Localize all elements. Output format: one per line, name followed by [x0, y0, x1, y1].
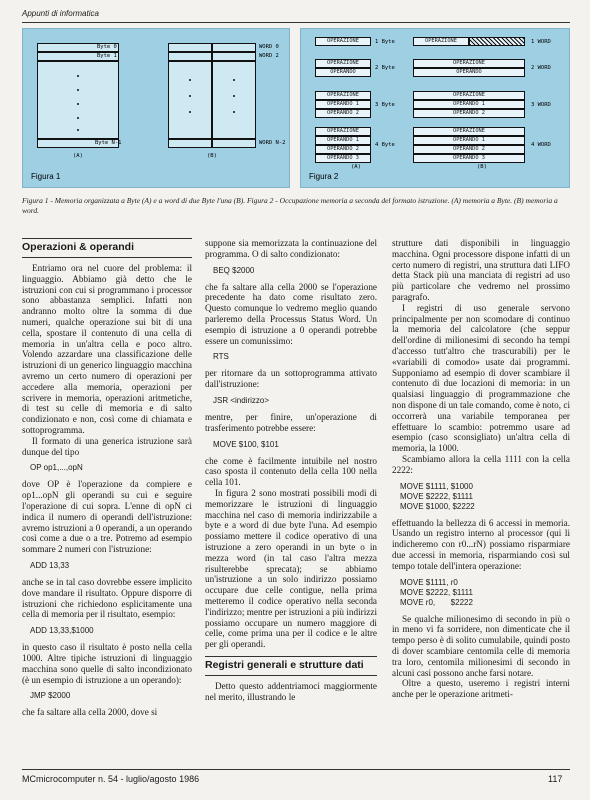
instruction-byte-box: OPERANDO	[315, 68, 371, 77]
ellipsis-dot	[189, 111, 191, 113]
instruction-byte-box: OPERANDO 1	[315, 136, 371, 145]
word-count-label: 3 WORD	[531, 101, 551, 108]
paragraph: I registri di uso generale servono principalmente per non scomodare di continuo la memoria del calcolatore (che seppur dell'ordine di milionesimi di secondo ha tempi d'accesso tutt'altro che trascurabili) per le «variabili di comodo» usate dai programmi. Supponiamo ad esempio di dover scambiare il contenuto di due locazioni di memoria: in un qualsiasi linguaggio di programmazione che non dispone di un tale comando, come è noto, ci occorrerà una variabile temporanea per effettuare lo scambio: potremmo usare ad esempio (caso sconsigliato) un'altra cella di memoria, la 1000.	[392, 302, 570, 454]
code-line: ADD 13,33,$1000	[30, 626, 94, 636]
instruction-byte-box: OPERANDO 3	[315, 154, 371, 163]
column-1	[22, 238, 192, 718]
paragraph: anche se in tal caso dovrebbe essere implicito dove mandare il risultato. Oppure disporre di istruzioni che richiedono esplicitamente una cella di memoria per il risultato, esempio:	[22, 576, 192, 620]
ellipsis-dot	[189, 79, 191, 81]
paragraph: Entriamo ora nel cuore del problema: il linguaggio. Abbiamo già detto che le istruzioni con cui si programmano i processor sono abbastanza semplici. Infatti non andranno molto oltre la somma di due numeri, qualche operazione sui bit di una cella, spostare il contenuto di una cella di memoria in un'altra cella e poco altro. Volendo azzardare una classificazione delle istruzioni di un generico linguaggio macchina avremo un certo numero di operazioni per accedere alla memoria, operazioni per scrivere in memoria, operazioni aritmetiche, di test su celle di memoria e di salto condizionato e non, così come di chiamata e sottoprogramma.	[22, 263, 192, 435]
paragraph: che come è facilmente intuibile nel nostro caso sposta il contenuto della cella 100 nella cella 101.	[205, 455, 377, 488]
panel-b-label: (B)	[477, 164, 487, 170]
paragraph: In figura 2 sono mostrati possibili modi di memorizzare le istruzioni di linguaggio macchina nel caso di memoria indirizzabile a byte e a word di due byte l'una. Ad esempio possiamo mettere il codice operativo di una istruzione a zero operandi in un byte o in mezza word (in tal caso l'altra mezza risulterebbe sprecata); se abbiamo un'istruzione a un solo indirizzo possiamo occupare due celle contigue, nella prima metteremo il codice operativo nella seconda l'indirizzo; mentre per istruzioni a più indirizzi possiamo occupare un numero maggiore di celle, come prima una per il codice e le altre per gli operandi.	[205, 487, 377, 650]
paragraph: in questo caso il risultato è posto nella cella 1000. Altre tipiche istruzioni di linguaggio macchina sono quelle di salto incondizionato (è un esempio di istruzione a un operando):	[22, 642, 192, 685]
figure-1-label: Figura 1	[31, 172, 61, 181]
paragraph: strutture dati disponibili in linguaggio macchina. Ogni processore dispone infatti di un certo numero di registri, una struttura dati LIFO detta Stack più una manciata di registri ad uso più particolare che vedremo nel prossimo paragrafo.	[392, 238, 570, 302]
instruction-byte-box: OPERAZIONE	[315, 37, 371, 46]
instruction-word-box: OPERANDO 1	[413, 136, 525, 145]
panel-b-label: (B)	[207, 153, 217, 159]
code-line: JMP $2000	[30, 691, 71, 701]
word-count-label: 1 WORD	[531, 38, 551, 45]
word-label: WORD 2	[259, 53, 279, 59]
ellipsis-dot	[77, 117, 79, 119]
paragraph: per ritornare da un sottoprogramma attivato dall'istruzione:	[205, 368, 377, 390]
ellipsis-dot	[77, 129, 79, 131]
code-line: MOVE $100, $101	[213, 439, 279, 449]
paragraph: che fa saltare alla cella 2000 se l'operazione precedente ha dato come risultato zero. Questo comunque lo vedremo meglio quando parleremo della Processus Status Word. Un esempio di istruzione a 0 operandi potrebbe essere un comunissimo:	[205, 281, 377, 346]
figure-2	[300, 28, 570, 188]
footer-magazine: MCmicrocomputer n. 54 - luglio/agosto 1986	[22, 774, 200, 784]
paragraph: Oltre a questo, useremo i registri interni anche per le operazione aritmeti-	[392, 678, 570, 700]
paragraph: dove OP è l'operazione da compiere e op1...opN gli operandi su cui e seguire l'operazione di cui sopra. L'enne di opN ci indica il numero di operandi dell'istruzione: avremo istruzioni a 0 operandi, a un operando così come a due o a tre. Potremo ad esempio sommare 2 numeri con l'istruzione:	[22, 479, 192, 555]
code-line: OP op1,...,opN	[30, 463, 83, 473]
word-cell	[212, 43, 256, 52]
instruction-word-box: OPERAZIONE	[413, 91, 525, 100]
ellipsis-dot	[233, 79, 235, 81]
byte-count-label: 2 Byte	[375, 65, 395, 71]
byte-label: Byte 0	[97, 44, 117, 50]
ellipsis-dot	[77, 103, 79, 105]
code-line: ADD 13,33	[30, 560, 70, 570]
word-cell	[168, 52, 212, 61]
header-rule	[22, 22, 570, 23]
code-line: RTS	[213, 352, 229, 362]
running-header: Appunti di informatica	[22, 9, 99, 18]
ellipsis-dot	[189, 95, 191, 97]
paragraph: suppone sia memorizzata la continuazione del programma. O di salto condizionato:	[205, 238, 377, 259]
paragraph: Se qualche milionesimo di secondo in più o in meno vi fa sorridere, non dimenticate che il tempo perso è di solito cumulabile, quindi posto di dover scambiare centomila celle di memoria tra loro, centomila milionesimi di secondo in alcuni casi possono anche farsi notare.	[392, 613, 570, 678]
byte-count-label: 3 Byte	[375, 101, 395, 108]
paragraph: Scambiamo allora la cella 1111 con la cella 2222:	[392, 453, 570, 475]
instruction-byte-box: OPERANDO 2	[315, 109, 371, 118]
instruction-word-box: OPERANDO 3	[413, 154, 525, 163]
instruction-word-box: OPERAZIONE	[413, 59, 525, 68]
word-count-label: 2 WORD	[531, 65, 551, 71]
instruction-word-box: OPERAZIONE	[413, 127, 525, 136]
panel-a-label: (A)	[351, 164, 361, 170]
byte-label: Byte N-1	[95, 140, 122, 146]
word-cell-range	[168, 61, 212, 139]
instruction-byte-box: OPERAZIONE	[315, 91, 371, 100]
instruction-word-box: OPERANDO 2	[413, 109, 525, 118]
word-count-label: 4 WORD	[531, 142, 551, 148]
code-block: MOVE $1111, r0 MOVE $2222, $1111 MOVE r0, $2222	[400, 577, 473, 607]
word-cell	[168, 43, 212, 52]
page-number: 117	[548, 774, 563, 784]
instruction-word-box: OPERAZIONE	[413, 37, 469, 46]
instruction-byte-box: OPERAZIONE	[315, 127, 371, 136]
word-cell	[212, 52, 256, 61]
wasted-half-word	[469, 37, 525, 46]
paragraph: Detto questo addentriamoci maggiormente nel merito, illustrando le	[205, 680, 377, 702]
paragraph: mentre, per finire, un'operazione di trasferimento potrebbe essere:	[205, 411, 377, 433]
figure-2-label: Figura 2	[309, 172, 339, 181]
section-title: Registri generali e strutture dati	[205, 656, 377, 676]
footer-rule	[22, 769, 570, 770]
code-line: JSR <indirizzo>	[213, 395, 270, 405]
paragraph: Il formato di una generica istruzione sarà dunque del tipo	[22, 435, 192, 457]
instruction-byte-box: OPERANDO 2	[315, 145, 371, 154]
panel-a-label: (A)	[73, 153, 83, 159]
word-cell-range	[212, 61, 256, 139]
byte-cell-range	[37, 61, 119, 139]
instruction-byte-box: OPERANDO 1	[315, 100, 371, 109]
figure-1	[22, 28, 290, 188]
ellipsis-dot	[77, 89, 79, 91]
ellipsis-dot	[233, 95, 235, 97]
byte-count-label: 1 Byte	[375, 38, 395, 45]
word-cell	[212, 139, 256, 148]
ellipsis-dot	[233, 111, 235, 113]
column-2	[205, 238, 377, 703]
code-block: MOVE $1111, $1000 MOVE $2222, $1111 MOVE $1000, $2222	[400, 481, 475, 511]
column-3	[392, 238, 570, 700]
byte-label: Byte 1	[97, 53, 117, 59]
paragraph: effettuando la bellezza di 6 accessi in memoria. Usando un registro interno al processor (qui li indicheremo con r0...rN) possiamo risparmiare due accessi in memoria, risparmiando così sul tempo totale dell'intera operazione:	[392, 517, 570, 571]
paragraph: che fa saltare alla cella 2000, dove si	[22, 707, 158, 718]
instruction-byte-box: OPERAZIONE	[315, 59, 371, 68]
word-label: WORD N-2	[259, 140, 286, 146]
instruction-word-box: OPERANDO	[413, 68, 525, 77]
section-title: Operazioni & operandi	[22, 238, 192, 258]
word-label: WORD 0	[259, 44, 279, 50]
figure-caption: Figura 1 - Memoria organizzata a Byte (A) e a word di due Byte l'una (B). Figura 2 - Occupazione memoria a seconda del formato istruzione. (A) memoria a Byte. (B) memoria a word.	[22, 196, 558, 215]
word-cell	[168, 139, 212, 148]
instruction-word-box: OPERANDO 2	[413, 145, 525, 154]
ellipsis-dot	[77, 75, 79, 77]
instruction-word-box: OPERANDO 1	[413, 100, 525, 109]
byte-count-label: 4 Byte	[375, 142, 395, 148]
code-line: BEQ $2000	[213, 265, 255, 275]
